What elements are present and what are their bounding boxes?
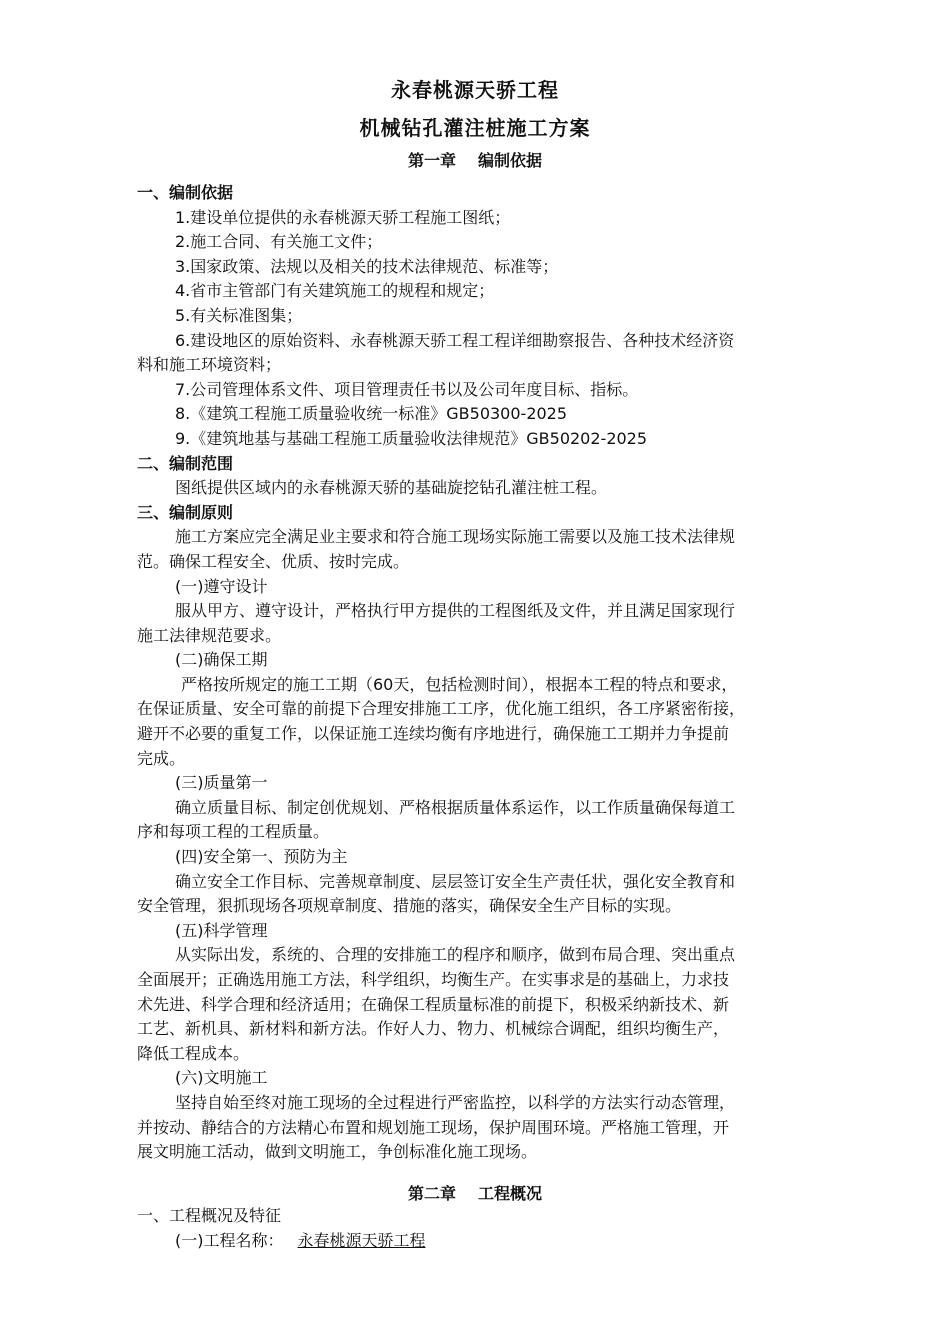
subsection-heading: (五)科学管理 <box>175 920 268 940</box>
subsection-heading: (六)文明施工 <box>175 1068 268 1088</box>
paragraph-line: 确立质量目标、制定创优规划、严格根据质量体系运作，以工作质量确保每道工 <box>175 797 736 817</box>
paragraph-line: 在保证质量、安全可靠的前提下合理安排施工工序，优化施工组织，各工序紧密衔接， <box>137 699 746 719</box>
subsection-heading: (三)质量第一 <box>175 773 268 793</box>
paragraph-line: 全面展开；正确选用施工方法，科学组织，均衡生产。在实事求是的基础上，力求技 <box>137 970 730 989</box>
paragraph-line: 范。确保工程安全、优质、按时完成。 <box>137 551 410 571</box>
paragraph-line: 展文明施工活动，做到文明施工，争创标准化施工现场。 <box>137 1142 538 1162</box>
basis-item: 5.有关标准图集； <box>175 305 303 325</box>
project-name-value: 永春桃源天骄工程 <box>297 1230 426 1250</box>
chapter-2-heading <box>0 1181 950 1204</box>
basis-item: 4.省市主管部门有关建筑施工的规程和规定； <box>175 281 495 301</box>
basis-item: 7.公司管理体系文件、项目管理责任书以及公司年度目标、指标。 <box>175 379 639 399</box>
paragraph-line: 完成。 <box>137 748 186 768</box>
paragraph-line: 施工方案应完全满足业主要求和符合施工现场实际施工需要以及施工技术法律规 <box>175 527 736 547</box>
chapter-2-number: 第二章 <box>407 1184 456 1203</box>
basis-item: 8.《建筑工程施工质量验收统一标准》GB50300-2025 <box>175 404 568 424</box>
chapter-1-heading <box>0 148 950 171</box>
paragraph-line: 严格按所规定的施工工期（60天，包括检测时间），根据本工程的特点和要求， <box>181 674 738 694</box>
paragraph-line: 施工法律规范要求。 <box>137 625 282 645</box>
basis-item: 3.国家政策、法规以及相关的技术法律规范、标准等； <box>175 256 559 276</box>
basis-item: 6.建设地区的原始资料、永春桃源天骄工程工程详细勘察报告、各种技术经济资 <box>175 330 735 350</box>
project-name-row <box>137 1229 861 1254</box>
section-4-heading: 一、工程概况及特征 <box>137 1206 282 1225</box>
document-title: 永春桃源天骄工程 <box>391 78 559 102</box>
paragraph-line: 术先进、科学合理和经济适用；在确保工程质量标准的前提下，积极采纳新技术、新 <box>137 994 730 1014</box>
section-1-heading: 一、编制依据 <box>137 183 234 202</box>
chapter-1-number: 第一章 <box>407 151 456 170</box>
basis-item-continued: 料和施工环境资料； <box>137 355 282 375</box>
section-3-heading: 三、编制原则 <box>137 502 234 522</box>
paragraph-line: 避开不必要的重复工作，以保证施工连续均衡有序地进行，确保施工工期并力争提前 <box>137 724 730 744</box>
paragraph-line: 并按动、静结合的方法精心布置和规划施工现场，保护周围环境。严格施工管理，开 <box>137 1117 730 1137</box>
paragraph-line: 降低工程成本。 <box>137 1043 250 1063</box>
paragraph-line: 从实际出发，系统的、合理的安排施工的程序和顺序，做到布局合理、突出重点 <box>175 945 736 965</box>
chapter-1-name: 编制依据 <box>478 151 543 170</box>
section-2-heading: 二、编制范围 <box>137 453 234 473</box>
chapter-2-body <box>137 1204 861 1253</box>
project-name-label: (一)工程名称： <box>175 1230 284 1250</box>
document-subtitle: 机械钻孔灌注桩施工方案 <box>359 116 591 140</box>
paragraph-line: 服从甲方、遵守设计，严格执行甲方提供的工程图纸及文件，并且满足国家现行 <box>175 601 736 621</box>
basis-item: 2.施工合同、有关施工文件； <box>175 232 383 252</box>
subsection-heading: (一)遵守设计 <box>175 576 268 596</box>
paragraph-line: 序和每项工程的工程质量。 <box>137 822 330 842</box>
section-2-text: 图纸提供区域内的永春桃源天骄的基础旋挖钻孔灌注桩工程。 <box>175 478 608 498</box>
basis-item: 1.建设单位提供的永春桃源天骄工程施工图纸； <box>175 207 511 227</box>
paragraph-line: 工艺、新机具、新材料和新方法。作好人力、物力、机械综合调配，组织均衡生产， <box>137 1019 730 1039</box>
subsection-heading: (二)确保工期 <box>175 650 268 670</box>
basis-item: 9.《建筑地基与基础工程施工质量验收法律规范》GB50202-2025 <box>175 428 648 448</box>
paragraph-line: 确立安全工作目标、完善规章制度、层层签订安全生产责任状，强化安全教育和 <box>175 871 736 891</box>
chapter-2-name: 工程概况 <box>478 1184 543 1203</box>
paragraph-line: 安全管理，狠抓现场各项规章制度、措施的落实，确保安全生产目标的实现。 <box>137 896 682 916</box>
paragraph-line: 坚持自始至终对施工现场的全过程进行严密监控，以科学的方法实行动态管理， <box>175 1092 736 1112</box>
subsection-heading: (四)安全第一、预防为主 <box>175 847 348 867</box>
document-body <box>137 181 861 1165</box>
